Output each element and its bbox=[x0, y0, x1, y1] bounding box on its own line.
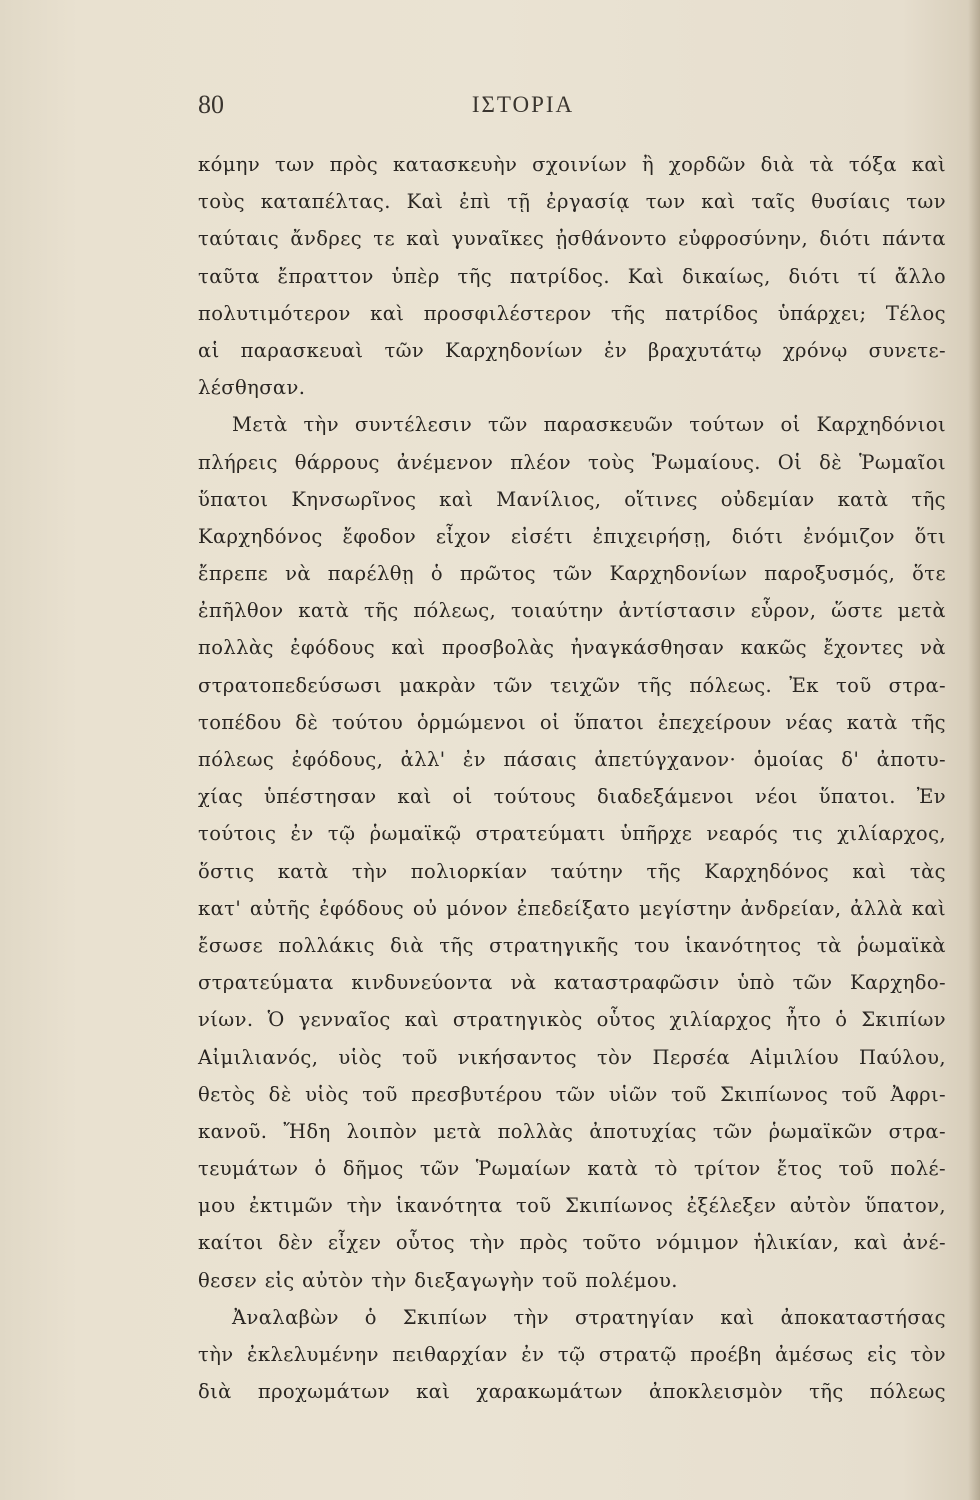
text-line: τὴν ἐκλελυμένην πειθαρχίαν ἐν τῷ στρατῷ προέβη ἀμέσως εἰς τὸν bbox=[198, 1343, 946, 1366]
text-line: διὰ προχωμάτων καὶ χαρακωμάτων ἀποκλεισμὸν τῆς πόλεως bbox=[198, 1380, 946, 1404]
body-text bbox=[198, 146, 946, 1410]
text-line: πόλεως ἐφόδους, ἀλλ' ἐν πάσαις ἀπετύγχανον· ὁμοίας δ' ἀποτυ- bbox=[198, 748, 946, 771]
text-line: τευμάτων ὁ δῆμος τῶν Ῥωμαίων κατὰ τὸ τρίτον ἔτος τοῦ πολέ- bbox=[198, 1157, 946, 1181]
text-line: τούτοις ἐν τῷ ῥωμαϊκῷ στρατεύματι ὑπῆρχε νεαρός τις χιλίαρχος, bbox=[198, 822, 946, 846]
text-line: ταύταις ἄνδρες τε καὶ γυναῖκες ᾐσθάνοντο εὐφροσύνην, διότι πάντα bbox=[198, 227, 946, 251]
text-line: Αἰμιλιανός, υἱὸς τοῦ νικήσαντος τὸν Περσέα Αἰμιλίου Παύλου, bbox=[198, 1045, 946, 1069]
text-line: ταῦτα ἔπραττον ὑπὲρ τῆς πατρίδος. Καὶ δικαίως, διότι τί ἄλλο bbox=[198, 264, 946, 288]
text-line: πολλὰς ἐφόδους καὶ προσβολὰς ἠναγκάσθησαν κακῶς ἔχοντες νὰ bbox=[198, 636, 946, 660]
text-line: Καρχηδόνος ἔφοδον εἶχον εἰσέτι ἐπιχειρήσῃ, διότι ἐνόμιζον ὅτι bbox=[198, 524, 946, 548]
page-number: 80 bbox=[198, 90, 224, 119]
page-header bbox=[198, 90, 848, 124]
text-line: τοπέδου δὲ τούτου ὁρμώμενοι οἱ ὕπατοι ἐπεχείρουν νέας κατὰ τῆς bbox=[198, 710, 946, 734]
text-line: θετὸς δὲ υἱὸς τοῦ πρεσβυτέρου τῶν υἱῶν τοῦ Σκιπίωνος τοῦ Ἀφρι- bbox=[198, 1082, 946, 1106]
text-line: ἔσωσε πολλάκις διὰ τῆς στρατηγικῆς του ἱκανότητος τὰ ῥωμαϊκὰ bbox=[198, 933, 946, 957]
page-edge-shadow bbox=[968, 0, 980, 1500]
text-line: κανοῦ. Ἤδη λοιπὸν μετὰ πολλὰς ἀποτυχίας τῶν ῥωμαϊκῶν στρα- bbox=[198, 1119, 946, 1143]
text-line: στρατοπεδεύσωσι μακρὰν τῶν τειχῶν τῆς πόλεως. Ἐκ τοῦ στρα- bbox=[198, 673, 946, 697]
text-line: ὅστις κατὰ τὴν πολιορκίαν ταύτην τῆς Καρχηδόνος καὶ τὰς bbox=[198, 859, 946, 883]
paragraph-start-line: Μετὰ τὴν συντέλεσιν τῶν παρασκευῶν τούτων οἱ Καρχηδόνιοι bbox=[232, 413, 946, 437]
text-line: ἔπρεπε νὰ παρέλθῃ ὁ πρῶτος τῶν Καρχηδονίων παροξυσμός, ὅτε bbox=[198, 562, 946, 586]
text-line: καίτοι δὲν εἶχεν οὗτος τὴν πρὸς τοῦτο νόμιμον ἡλικίαν, καὶ ἀνέ- bbox=[198, 1231, 946, 1255]
text-line: ἐπῆλθον κατὰ τῆς πόλεως, τοιαύτην ἀντίστασιν εὗρον, ὥστε μετὰ bbox=[198, 599, 946, 623]
text-line: πλήρεις θάρρους ἀνέμενον πλέον τοὺς Ῥωμαίους. Οἱ δὲ Ῥωμαῖοι bbox=[198, 450, 946, 474]
text-line: στρατεύματα κινδυνεύοντα νὰ καταστραφῶσιν ὑπὸ τῶν Καρχηδο- bbox=[198, 971, 946, 995]
text-line: νίων. Ὁ γενναῖος καὶ στρατηγικὸς οὗτος χιλίαρχος ἦτο ὁ Σκιπίων bbox=[198, 1008, 946, 1032]
text-line: κατ' αὐτῆς ἐφόδους οὐ μόνον ἐπεδείξατο μεγίστην ἀνδρείαν, ἀλλὰ καὶ bbox=[198, 896, 946, 920]
text-line: μου ἐκτιμῶν τὴν ἱκανότητα τοῦ Σκιπίωνος ἐξέλεξεν αὐτὸν ὕπατον, bbox=[198, 1194, 946, 1218]
text-line: πολυτιμότερον καὶ προσφιλέστερον τῆς πατρίδος ὑπάρχει; Τέλος bbox=[198, 301, 946, 325]
text-line: θεσεν εἰς αὐτὸν τὴν διεξαγωγὴν τοῦ πολέμου. bbox=[198, 1268, 678, 1292]
text-line: αἱ παρασκευαὶ τῶν Καρχηδονίων ἐν βραχυτάτῳ χρόνῳ συνετε- bbox=[198, 338, 946, 362]
text-line: ὕπατοι Κηνσωρῖνος καὶ Μανίλιος, οἵτινες οὐδεμίαν κατὰ τῆς bbox=[198, 487, 946, 511]
text-line: λέσθησαν. bbox=[198, 376, 306, 400]
text-line: κόμην των πρὸς κατασκευὴν σχοινίων ἢ χορδῶν διὰ τὰ τόξα καὶ bbox=[198, 153, 946, 176]
running-head: ΙΣΤΟΡΙΑ bbox=[471, 92, 575, 117]
text-line: τοὺς καταπέλτας. Καὶ ἐπὶ τῇ ἐργασίᾳ των καὶ ταῖς θυσίαις των bbox=[198, 190, 946, 214]
paragraph-start-line: Ἀναλαβὼν ὁ Σκιπίων τὴν στρατηγίαν καὶ ἀποκαταστήσας bbox=[232, 1305, 946, 1329]
text-line: χίας ὑπέστησαν καὶ οἱ τούτους διαδεξάμενοι νέοι ὕπατοι. Ἐν bbox=[198, 785, 946, 809]
